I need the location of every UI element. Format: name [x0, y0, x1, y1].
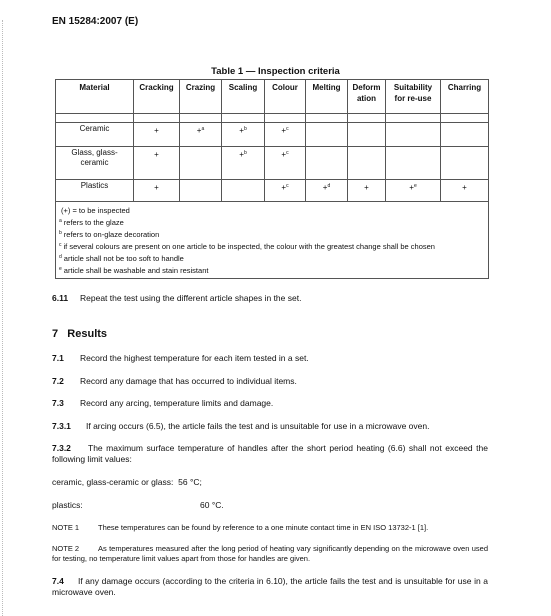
clause-number: 7.1 [52, 353, 64, 363]
clause-text: The maximum surface temperature of handles after the short period heating (6.6) shall not exceed the following limit values: [52, 443, 488, 464]
table-footnotes [56, 202, 489, 279]
material-cell: Plastics [56, 180, 134, 202]
criteria-cell: + [134, 180, 180, 202]
criteria-cell [222, 180, 265, 202]
clause-number: 7.4 [52, 576, 64, 586]
criteria-cell [306, 147, 348, 180]
footnote: $^e$ article shall be washable and stain resistant [59, 266, 209, 275]
clause-text: Repeat the test using the different article shapes in the set. [80, 293, 302, 303]
criteria-cell [348, 147, 386, 180]
table-spacer-row [56, 114, 489, 123]
clause-number: 7.3 [52, 398, 64, 408]
limit-label: ceramic, glass-ceramic or glass: [52, 477, 174, 487]
footnote: $^a$ refers to the glaze [59, 218, 124, 227]
limit-value-plastics [52, 500, 488, 511]
criteria-cell: +$^e$ [386, 180, 441, 202]
criteria-cell [441, 123, 489, 147]
footnote: $^c$ if several colours are present on one article to be inspected, the colour with the greatest change shall be chosen [59, 242, 435, 251]
clause-7-1 [52, 353, 488, 364]
footnote: $^d$ article shall not be too soft to handle [59, 254, 184, 263]
limit-value: 60 °C. [200, 500, 224, 510]
criteria-cell: + [134, 123, 180, 147]
col-header-melting: Melting [306, 80, 348, 114]
material-cell: Ceramic [56, 123, 134, 147]
clause-7-3-1 [52, 421, 488, 432]
note-text: As temperatures measured after the long period of heating vary significantly depending on the microwave oven used for testing, no temperature limit values apart from those for handles are given. [52, 544, 488, 563]
section-7-heading [52, 328, 107, 340]
table-row [56, 123, 489, 147]
criteria-cell [180, 147, 222, 180]
criteria-cell: +$^b$ [222, 147, 265, 180]
col-header-crazing: Crazing [180, 80, 222, 114]
clause-7-3-2 [52, 443, 488, 465]
note-2 [52, 544, 488, 564]
clause-number: 7.3.1 [52, 421, 71, 431]
limit-label: plastics: [52, 500, 83, 510]
col-header-suitability: Suitability for re-use [386, 80, 441, 114]
criteria-cell: +$^a$ [180, 123, 222, 147]
clause-text: Record the highest temperature for each item tested in a set. [80, 353, 309, 363]
criteria-cell [386, 147, 441, 180]
limit-value: 56 °C; [178, 477, 202, 487]
footnote: $^b$ refers to on-glaze decoration [59, 230, 160, 239]
criteria-cell: + [441, 180, 489, 202]
col-header-cracking: Cracking [134, 80, 180, 114]
page-edge-marks [2, 20, 6, 616]
clause-7-3 [52, 398, 488, 409]
footnote: (+) = to be inspected [61, 206, 130, 215]
limit-value-ceramic [52, 477, 488, 488]
section-title: Results [67, 328, 108, 340]
col-header-material: Material [56, 80, 134, 114]
clause-text: If any damage occurs (according to the criteria in 6.10), the article fails the test and is unsuitable for use in a microwave oven. [52, 576, 488, 597]
criteria-cell [306, 123, 348, 147]
material-cell: Glass, glass-ceramic [56, 147, 134, 180]
criteria-cell: +$^b$ [222, 123, 265, 147]
section-number: 7 [52, 328, 59, 340]
criteria-cell: +$^d$ [306, 180, 348, 202]
clause-number: 6.11 [52, 293, 69, 303]
note-text: These temperatures can be found by reference to a one minute contact time in EN ISO 13732-1 [1]. [98, 523, 429, 532]
criteria-cell [180, 180, 222, 202]
criteria-cell [441, 147, 489, 180]
col-header-scaling: Scaling [222, 80, 265, 114]
criteria-cell: +$^c$ [265, 123, 306, 147]
inspection-criteria-table [55, 79, 489, 279]
clause-number: 7.3.2 [52, 443, 71, 453]
clause-7-4 [52, 576, 488, 598]
col-header-colour: Colour [265, 80, 306, 114]
note-label: NOTE 1 [52, 523, 80, 532]
criteria-cell [348, 123, 386, 147]
col-header-deformation: Deform ation [348, 80, 386, 114]
note-label: NOTE 2 [52, 544, 80, 553]
criteria-cell: +$^c$ [265, 147, 306, 180]
document-header: EN 15284:2007 (E) [52, 16, 139, 27]
col-header-charring: Charring [441, 80, 489, 114]
note-1 [52, 522, 488, 533]
clause-number: 7.2 [52, 376, 64, 386]
table-row [56, 147, 489, 180]
criteria-cell: + [348, 180, 386, 202]
table-caption: Table 1 — Inspection criteria [211, 66, 340, 77]
criteria-cell [386, 123, 441, 147]
clause-6-11 [52, 293, 488, 304]
table-header-row [56, 80, 489, 114]
criteria-cell: +$^c$ [265, 180, 306, 202]
clause-text: Record any arcing, temperature limits and damage. [80, 398, 274, 408]
table-row [56, 180, 489, 202]
clause-text: Record any damage that has occurred to individual items. [80, 376, 297, 386]
criteria-cell: + [134, 147, 180, 180]
clause-text: If arcing occurs (6.5), the article fails the test and is unsuitable for use in a microwave oven. [86, 421, 430, 431]
clause-7-2 [52, 376, 488, 387]
